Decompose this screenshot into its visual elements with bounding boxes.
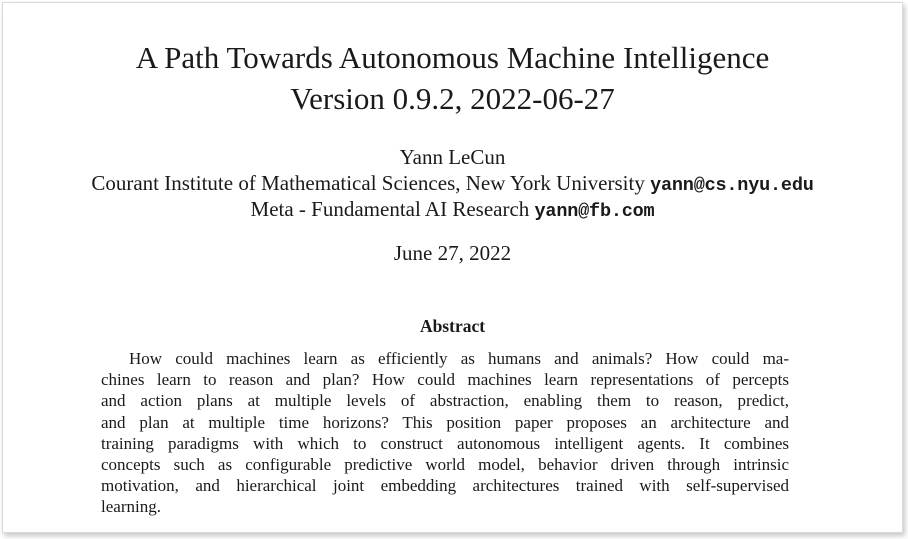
- publication-date: June 27, 2022: [393, 241, 512, 265]
- abstract-line: chines learn to reason and plan? How could machines learn representations of percepts: [101, 370, 789, 390]
- abstract-line: and plan at multiple time horizons? This position paper proposes an architecture and: [101, 412, 789, 432]
- affiliation-1: [3, 171, 902, 198]
- abstract-body: [101, 348, 789, 518]
- abstract-line: How could machines learn as efficiently as humans and animals? How could ma-: [129, 349, 789, 368]
- abstract-line: concepts such as configurable predictive world model, behavior driven through intrinsic: [101, 455, 789, 475]
- abstract-line: training paradigms with which to construct autonomous intelligent agents. It combines: [101, 433, 789, 453]
- document-page: [2, 2, 903, 533]
- affiliation-2: [3, 197, 902, 224]
- affiliation-2-email: yann@fb.com: [534, 201, 655, 222]
- affiliation-1-email: yann@cs.nyu.edu: [650, 175, 814, 196]
- paper-version: Version 0.9.2, 2022-06-27: [290, 81, 615, 116]
- abstract-line: and action plans at multiple levels of abstraction, enabling them to reason, predict,: [101, 391, 789, 411]
- affiliation-1-name: Courant Institute of Mathematical Sciences, New York University: [91, 171, 645, 195]
- abstract-heading: Abstract: [419, 316, 486, 336]
- author-name: Yann LeCun: [399, 145, 506, 169]
- abstract-line: learning.: [101, 497, 161, 517]
- affiliation-2-name: Meta - Fundamental AI Research: [250, 197, 530, 221]
- paper-title: A Path Towards Autonomous Machine Intelligence: [135, 40, 770, 75]
- abstract-line: motivation, and hierarchical joint embedding architectures trained with self-supervised: [101, 476, 789, 496]
